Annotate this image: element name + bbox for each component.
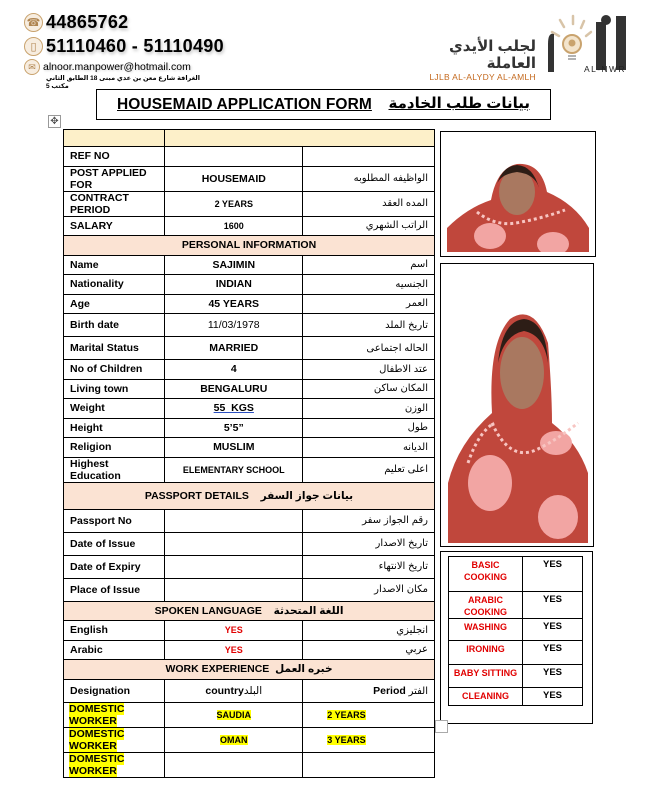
table-row-arabic: Arabic YES عربي xyxy=(64,640,435,660)
post-applied-value[interactable]: HOUSEMAID xyxy=(165,166,303,191)
name-value[interactable]: SAJIMIN xyxy=(165,255,303,275)
office-address: الغرافة شارع معن بن عدي مبنى 18 الطابق الثاني مكتب 5 xyxy=(46,75,200,90)
form-title-arabic: بيانات طلب الخادمة xyxy=(388,95,530,112)
skill-row: BASIC COOKING YES xyxy=(449,557,583,592)
children-value[interactable]: 4 xyxy=(165,360,303,380)
company-name-latin: LJLB AL-ALYDY AL-AMLH xyxy=(429,72,536,82)
phone-icon: ☎ xyxy=(24,13,43,32)
section-passport-details: PASSPORT DETAILS بيانات جواز السفر xyxy=(64,482,435,509)
company-name-arabic: لجلب الأيدي العاملة xyxy=(449,38,536,72)
english-value[interactable]: YES xyxy=(165,621,303,641)
table-row-passport-no: Passport No رقم الجواز سفر xyxy=(64,509,435,532)
skill-row: BABY SITTING YES xyxy=(449,665,583,688)
table-row-living-town: Living town BENGALURU المكان ساكن xyxy=(64,379,435,399)
skill-row: CLEANING YES xyxy=(449,688,583,706)
date-of-expiry-field[interactable] xyxy=(165,555,303,578)
education-value[interactable]: ELEMENTARY SCHOOL xyxy=(165,457,303,482)
table-row-date-of-issue: Date of Issue تاريخ الاصدار xyxy=(64,532,435,555)
experience-row: DOMESTIC WORKER SAUDIA 2 YEARS xyxy=(64,702,435,727)
age-value[interactable]: 45 YEARS xyxy=(165,294,303,314)
skill-row: IRONING YES xyxy=(449,641,583,665)
table-row-marital-status: Marital Status MARRIED الحاله اجتماعى xyxy=(64,337,435,360)
table-row-name: Name SAJIMIN اسم xyxy=(64,255,435,275)
table-row-english: English YES انجليزي xyxy=(64,621,435,641)
living-town-value[interactable]: BENGALURU xyxy=(165,379,303,399)
mobile-numbers: 51110460 - 51110490 xyxy=(46,36,224,56)
brand-name: AL-NWR xyxy=(584,64,626,74)
application-table xyxy=(63,129,435,778)
salary-value[interactable]: 1600 xyxy=(165,216,303,236)
form-title-box xyxy=(96,89,551,120)
table-row-weight: Weight 55 KGS الوزن xyxy=(64,399,435,419)
table-row-contract-period: CONTRACT PERIOD 2 YEARS المده العقد xyxy=(64,191,435,216)
table-row-ref-no: REF NO xyxy=(64,147,435,167)
table-move-handle-icon[interactable]: ✥ xyxy=(48,115,61,128)
portrait-photo xyxy=(447,148,589,252)
date-of-issue-field[interactable] xyxy=(165,532,303,555)
table-row-height: Height 5’5” طول xyxy=(64,418,435,438)
full-photo xyxy=(448,273,588,543)
table-row-birth-date: Birth date 11/03/1978 تاريخ الملد xyxy=(64,314,435,337)
contact-block xyxy=(24,10,224,90)
form-title-english: HOUSEMAID APPLICATION FORM xyxy=(117,96,372,113)
table-row-date-of-expiry: Date of Expiry تاريخ الانتهاء xyxy=(64,555,435,578)
ref-no-field[interactable] xyxy=(165,147,303,167)
table-row-religion: Religion MUSLIM الديانه xyxy=(64,438,435,458)
table-row-age: Age 45 YEARS العمر xyxy=(64,294,435,314)
table-row-nationality: Nationality INDIAN الجنسيه xyxy=(64,275,435,295)
company-name xyxy=(412,38,536,82)
phone-number: 44865762 xyxy=(46,12,129,32)
table-row-salary: SALARY 1600 الراتب الشهري xyxy=(64,216,435,236)
table-row-children: No of Children 4 عتد الاطفال xyxy=(64,360,435,380)
table-resize-handle[interactable] xyxy=(435,720,448,733)
envelope-icon: ✉ xyxy=(24,59,40,75)
height-value[interactable]: 5’5” xyxy=(165,418,303,438)
full-photo-frame xyxy=(440,263,594,547)
experience-row: DOMESTIC WORKER xyxy=(64,752,435,777)
table-row-post-applied: POST APPLIED FOR HOUSEMAID الواظيفه المطلوبه xyxy=(64,166,435,191)
skills-table xyxy=(448,556,583,706)
arabic-value[interactable]: YES xyxy=(165,640,303,660)
skill-row: WASHING YES xyxy=(449,619,583,641)
email-address: alnoor.manpower@hotmail.com xyxy=(43,61,191,73)
contract-period-value[interactable]: 2 YEARS xyxy=(165,191,303,216)
mobile-icon: ▯ xyxy=(24,37,43,56)
place-of-issue-field[interactable] xyxy=(165,578,303,601)
nationality-value[interactable]: INDIAN xyxy=(165,275,303,295)
table-header-row xyxy=(64,130,435,147)
weight-value[interactable]: 55 KGS xyxy=(213,402,254,415)
religion-value[interactable]: MUSLIM xyxy=(165,438,303,458)
marital-status-value[interactable]: MARRIED xyxy=(165,337,303,360)
table-row-place-of-issue: Place of Issue مكان الاصدار xyxy=(64,578,435,601)
section-personal-information: PERSONAL INFORMATION xyxy=(64,236,435,256)
skills-frame xyxy=(440,551,593,724)
table-row-education: Highest Education ELEMENTARY SCHOOL اعلى تعليم xyxy=(64,457,435,482)
portrait-photo-frame xyxy=(440,131,596,257)
experience-column-headers: Designation countryالبلد الفتر Period xyxy=(64,679,435,702)
section-spoken-language: SPOKEN LANGUAGE اللغة المتحدثة xyxy=(64,601,435,621)
passport-no-field[interactable] xyxy=(165,509,303,532)
section-work-experience: WORK EXPERIENCE خبره العمل xyxy=(64,660,435,680)
birth-date-value[interactable]: 11/03/1978 xyxy=(165,314,303,337)
skill-row: ARABIC COOKING YES xyxy=(449,592,583,619)
experience-row: DOMESTIC WORKER OMAN 3 YEARS xyxy=(64,727,435,752)
